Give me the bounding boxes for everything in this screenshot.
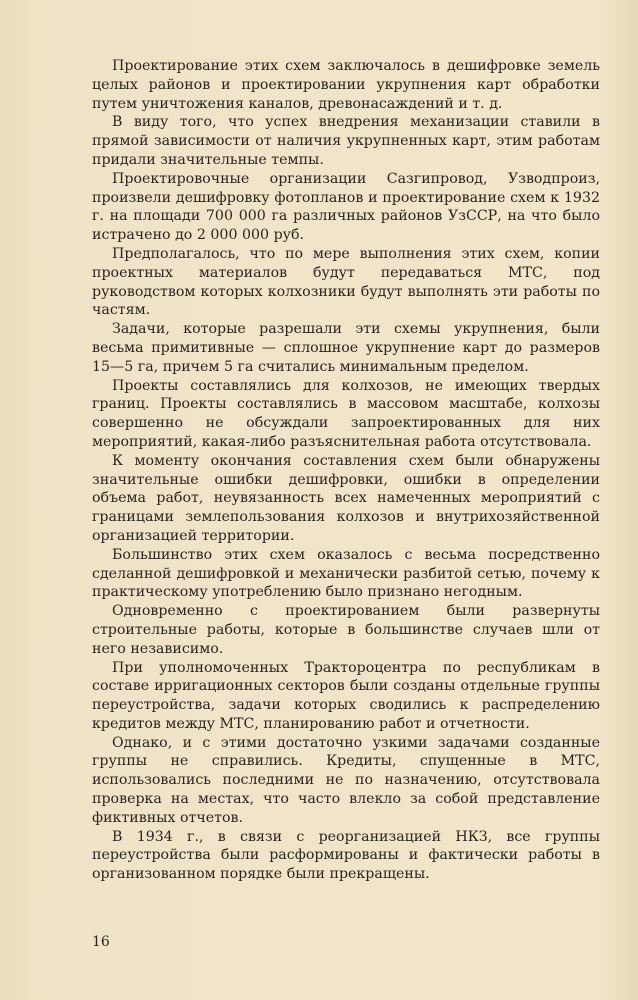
paragraph-8: Большинство этих схем оказалось с весьма посредственно сделанной дешифровкой и механически разбитой сетью, почему к практическому употреблению было признано негодным. <box>92 546 600 601</box>
paragraph-3: Проектировочные организации Сазгипровод, Узводпроиз, произвели дешифровку фотопланов и проектирование схем к 1932 г. на площади 700 000 га различных районов УзССР, на что было истрачено до 2 000 000 руб. <box>92 170 600 244</box>
paragraph-12: В 1934 г., в связи с реорганизацией НКЗ, все группы переустройства были расформированы и фактически работы в организованном порядке были прекращены. <box>92 828 600 883</box>
paragraph-6: Проекты составлялись для колхозов, не имеющих твердых границ. Проекты составлялись в массовом масштабе, колхозы совершенно не обсуждали запроектированных для них мероприятий, какая-либо разъяснительная работа отсутствовала. <box>92 377 600 450</box>
body-text <box>92 57 600 884</box>
page-number: 16 <box>92 934 110 950</box>
paragraph-9: Одновременно с проектированием были развернуты строительные работы, которые в большинстве случаев шли от него независимо. <box>92 603 600 657</box>
paragraph-10: При уполномоченных Трактороцентра по республикам в составе ирригационных секторов были созданы отдельные группы переустройства, задачи которых сводились к распределению кредитов между МТС, планированию работ и отчетности. <box>92 659 600 732</box>
paragraph-5: Задачи, которые разрешали эти схемы укрупнения, были весьма примитивные — сплошное укрупнение карт до размеров 15—5 га, причем 5 га считались минимальным пределом. <box>92 321 600 375</box>
paragraph-11: Однако, и с этими достаточно узкими задачами созданные группы не справились. Кредиты, спущенные в МТС, использовались последними не по назначению, отсутствовала проверка на местах, что часто влекло за собой представление фиктивных отчетов. <box>92 734 600 826</box>
paragraph-1: Проектирование этих схем заключалось в дешифровке земель целых районов и проектировании укрупнения карт обработки путем уничтожения каналов, древонасаждений и т. д. <box>92 58 600 112</box>
paragraph-7: К моменту окончания составления схем были обнаружены значительные ошибки дешифровки, ошибки в определении объема работ, неувязанность всех намеченных мероприятий с границами землепользования колхозов и внутрихозяйственной организацией территории. <box>92 452 600 544</box>
paragraph-4: Предполагалось, что по мере выполнения этих схем, копии проектных материалов будут передаваться МТС, под руководством которых колхозники будут выполнять эти работы по частям. <box>92 245 600 319</box>
paragraph-2: В виду того, что успех внедрения механизации ставили в прямой зависимости от наличия укрупненных карт, этим работам придали значительные темпы. <box>92 114 600 168</box>
